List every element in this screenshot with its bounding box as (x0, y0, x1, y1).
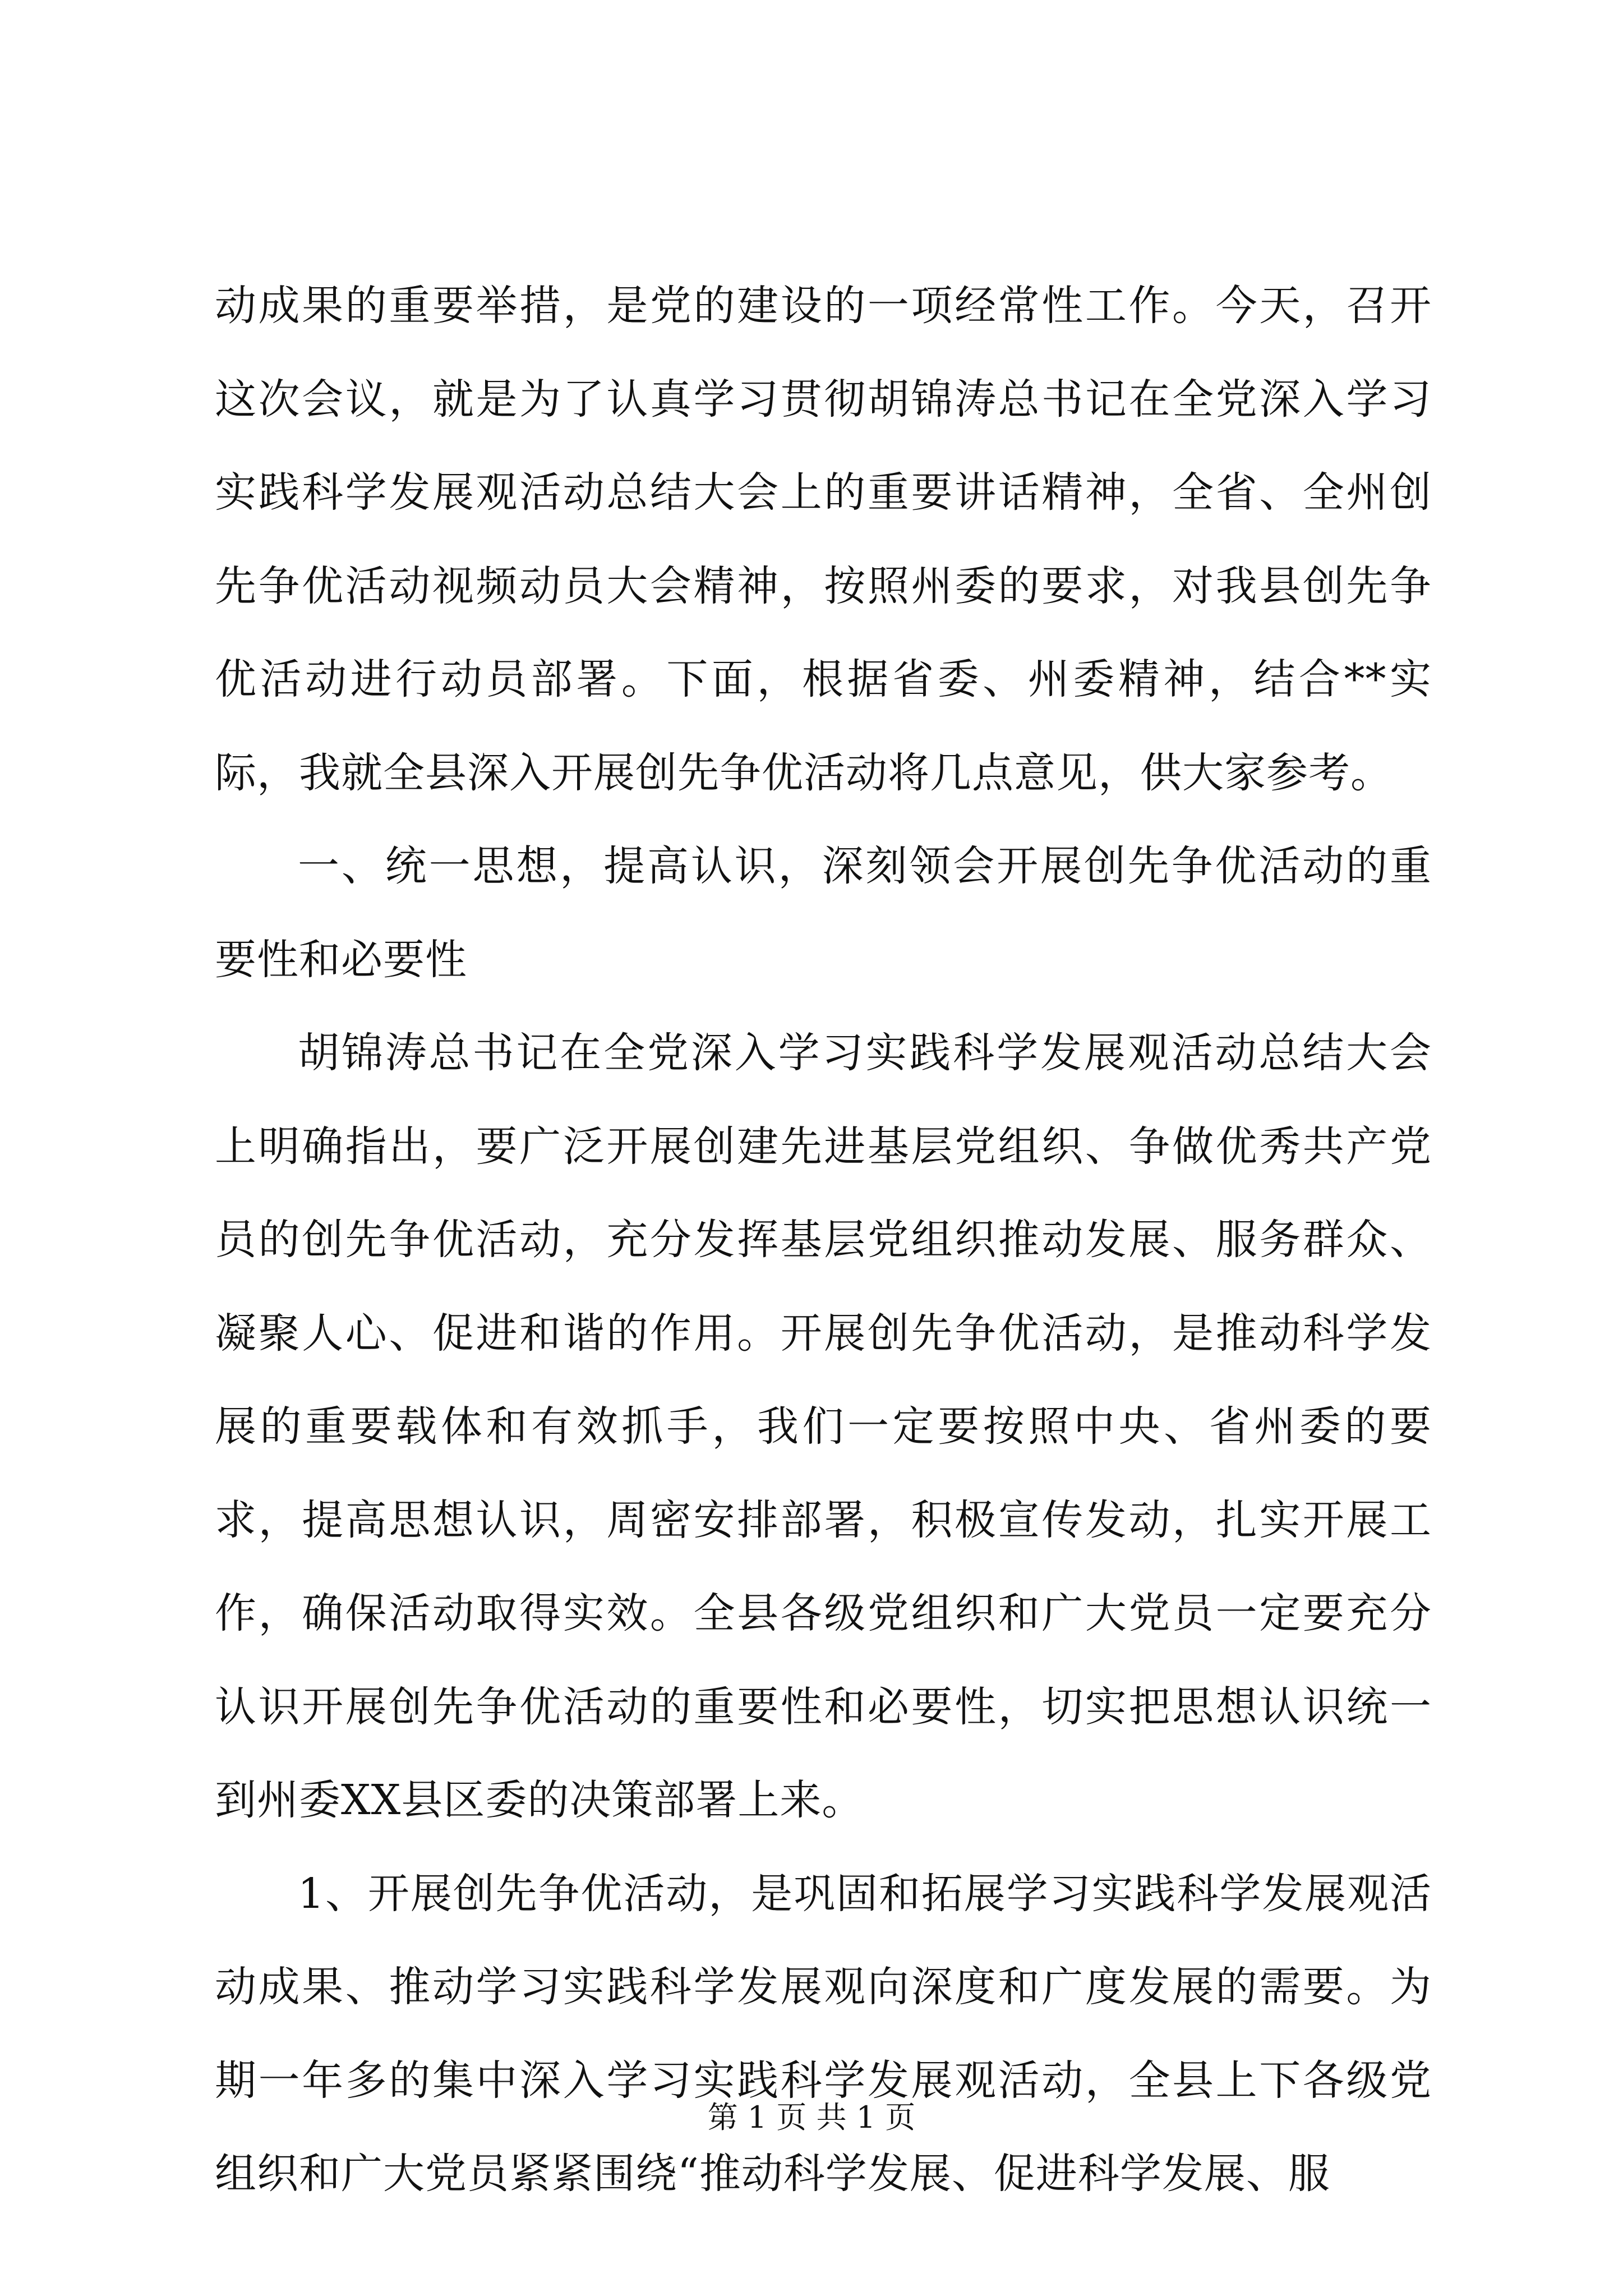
page-number-footer: 第 1 页 共 1 页 (707, 2100, 916, 2135)
paragraph-1: 动成果的重要举措，是党的建设的一项经常性工作。今天，召开这次会议，就是为了认真学习贯彻胡锦涛总书记在全党深入学习实践科学发展观活动总结大会上的重要讲话精神，全省、全州创先争优活动视频动员大会精神，按照州委的要求，对我县创先争优活动进行动员部署。下面，根据省委、州委精神，结合**实际，我就全县深入开展创先争优活动将几点意见，供大家参考。 (215, 282, 1432, 797)
paragraph-3: 1、开展创先争优活动，是巩固和拓展学习实践科学发展观活动成果、推动学习实践科学发展观向深度和广度发展的需要。为期一年多的集中深入学习实践科学发展观活动，全县上下各级党组织和广大党员紧紧围绕“推动科学发展、促进科学发展、服 (215, 1869, 1432, 2198)
document-body (215, 259, 1432, 2221)
section-heading-1: 一、统一思想，提高认识，深刻领会开展创先争优活动的重要性和必要性 (215, 842, 1432, 984)
paragraph-2: 胡锦涛总书记在全党深入学习实践科学发展观活动总结大会上明确指出，要广泛开展创建先进基层党组织、争做优秀共产党员的创先争优活动，充分发挥基层党组织推动发展、服务群众、凝聚人心、促进和谐的作用。开展创先争优活动，是推动科学发展的重要载体和有效抓手，我们一定要按照中央、省州委的要求，提高思想认识，周密安排部署，积极宣传发动，扎实开展工作，确保活动取得实效。全县各级党组织和广大党员一定要充分认识开展创先争优活动的重要性和必要性，切实把思想认识统一到州委XX县区委的决策部署上来。 (215, 1029, 1432, 1824)
